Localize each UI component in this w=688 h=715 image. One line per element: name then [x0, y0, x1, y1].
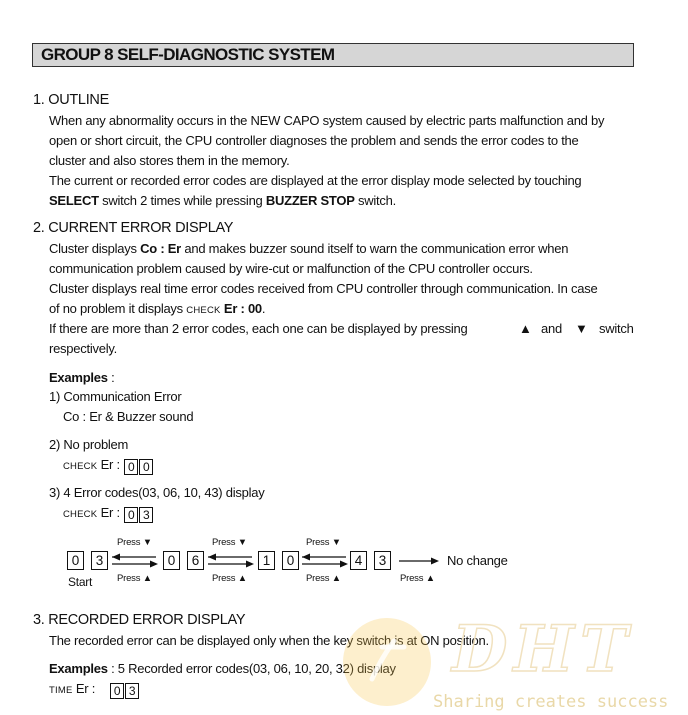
and-text: and [541, 321, 562, 336]
press-up-label: Press ▲ [306, 573, 341, 584]
digit-box: 3 [139, 507, 153, 523]
start-label: Start [68, 575, 93, 589]
outline-heading: 1. OUTLINE [33, 92, 109, 108]
double-arrow-icon [206, 549, 256, 573]
buzzer-stop-label: BUZZER STOP [265, 193, 355, 208]
digit-box: 0 [139, 459, 153, 475]
er-00-code: Er : 00 [220, 301, 262, 316]
up-arrow-icon: ▲ [519, 321, 532, 336]
group-header: GROUP 8 SELF-DIAGNOSTIC SYSTEM [32, 43, 634, 67]
co-er-code: Co : Er [140, 241, 181, 256]
flow-digit-box: 4 [350, 551, 367, 570]
flow-digit-box: 3 [374, 551, 391, 570]
right-arrow-icon [397, 549, 443, 573]
er-label: Er : [72, 681, 96, 696]
no-change-label: No change [447, 553, 508, 568]
current-line-3: Cluster displays real time error codes received from CPU controller through communication. In case [49, 281, 598, 296]
double-arrow-icon [300, 549, 350, 573]
digit-box: 0 [124, 507, 138, 523]
press-up-label: Press ▲ [212, 573, 247, 584]
current-text: If there are more than 2 error codes, each one can be displayed by pressing [49, 321, 468, 336]
outline-line-4: The current or recorded error codes are displayed at the error display mode selected by touching [49, 173, 582, 188]
flow-digit-box: 0 [282, 551, 299, 570]
press-up-label: Press ▲ [400, 573, 435, 584]
flow-digit-box: 0 [163, 551, 180, 570]
digit-box: 0 [124, 459, 138, 475]
current-text: and makes buzzer sound itself to warn the communication error when [181, 241, 569, 256]
watermark-logo: DHT [452, 612, 634, 687]
example-3-title: 3) 4 Error codes(03, 06, 10, 43) display [49, 485, 265, 500]
current-text: of no problem it displays [49, 301, 187, 316]
check-label: CHECK [63, 461, 98, 472]
recorded-heading: 3. RECORDED ERROR DISPLAY [33, 612, 246, 628]
down-arrow-icon: ▼ [575, 321, 588, 336]
press-down-label: Press ▼ [306, 537, 341, 548]
outline-line-2: open or short circuit, the CPU controller diagnoses the problem and sends the error codes to the [49, 133, 579, 148]
flow-digit-box: 0 [67, 551, 84, 570]
recorded-line-1: The recorded error can be displayed only when the key switch is at ON position. [49, 633, 489, 648]
recorded-display [49, 679, 139, 701]
current-line-5 [49, 319, 467, 339]
example-1-title: 1) Communication Error [49, 389, 182, 404]
watermark-seal-icon [342, 617, 432, 707]
example-2-title: 2) No problem [49, 437, 129, 452]
current-text: Cluster displays [49, 241, 141, 256]
examples-bold: Examples [49, 661, 108, 676]
example-3-display [63, 503, 153, 525]
flow-digit-box: 6 [187, 551, 204, 570]
examples-colon: : [107, 370, 115, 385]
check-label: CHECK [63, 509, 98, 520]
time-label: TIME [49, 685, 73, 696]
double-arrow-icon [110, 549, 160, 573]
example-1-value: Co : Er & Buzzer sound [63, 409, 194, 424]
check-label: CHECK [186, 305, 221, 316]
watermark-tagline: Sharing creates success [433, 692, 669, 712]
current-line-2: communication problem caused by wire-cut or malfunction of the CPU controller occurs. [49, 261, 533, 276]
current-line-1 [49, 239, 568, 259]
outline-text: switch. [354, 193, 396, 208]
flow-digit-box: 1 [258, 551, 275, 570]
flow-digit-box: 3 [91, 551, 108, 570]
current-heading: 2. CURRENT ERROR DISPLAY [33, 220, 234, 236]
examples-bold: Examples [49, 370, 108, 385]
outline-text: switch 2 times while pressing [98, 193, 266, 208]
examples-label [49, 368, 114, 388]
er-label: Er : [97, 457, 124, 472]
digit-box: 0 [110, 683, 124, 699]
example-2-display [63, 455, 153, 477]
er-label: Er : [97, 505, 124, 520]
digit-box: 3 [125, 683, 139, 699]
select-switch-label: SELECT [49, 193, 99, 208]
current-text: . [261, 301, 266, 316]
current-line-4 [49, 299, 265, 321]
press-down-label: Press ▼ [212, 537, 247, 548]
outline-line-1: When any abnormality occurs in the NEW CAPO system caused by electric parts malfunction and by [49, 113, 605, 128]
switch-text: switch [599, 321, 634, 336]
outline-line-3: cluster and also stores them in the memory. [49, 153, 290, 168]
press-down-label: Press ▼ [117, 537, 152, 548]
outline-line-5 [49, 191, 396, 211]
recorded-examples-text: : 5 Recorded error codes(03, 06, 10, 20, 32) display [107, 661, 396, 676]
press-up-label: Press ▲ [117, 573, 152, 584]
current-line-6: respectively. [49, 341, 118, 356]
